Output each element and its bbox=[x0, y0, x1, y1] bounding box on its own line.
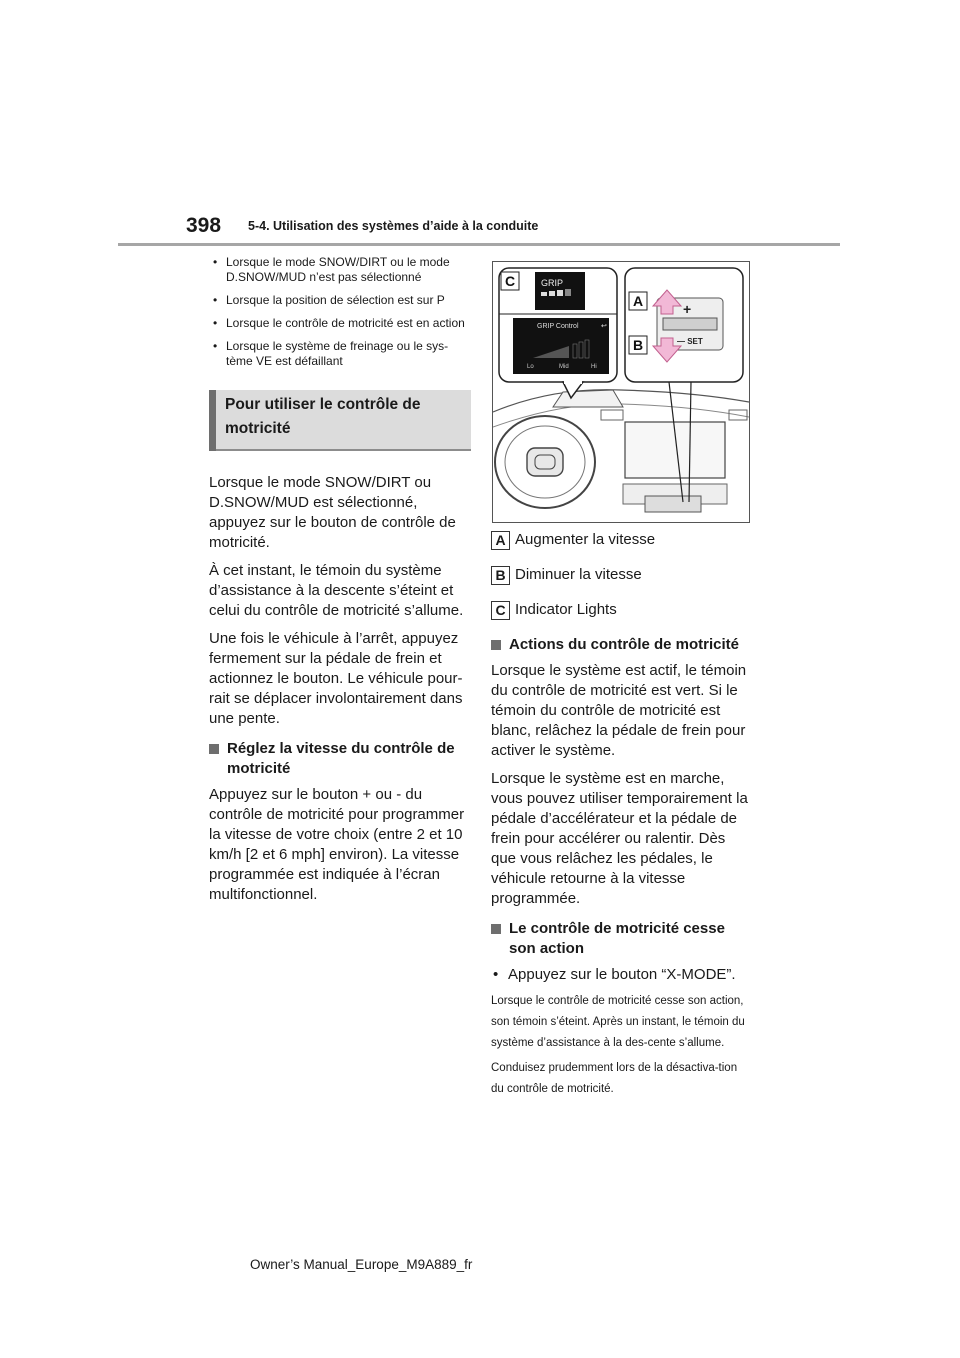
set-label: — SET bbox=[677, 337, 703, 346]
left-column bbox=[209, 255, 471, 913]
list-item: • Lorsque le mode SNOW/DIRT ou le mode D.SNOW/MUD n’est pas sélectionné bbox=[209, 255, 471, 285]
grip-label: GRIP bbox=[541, 278, 564, 288]
section-heading: Pour utiliser le contrôle de motricité bbox=[209, 390, 471, 451]
paragraph: Appuyez sur le bouton + ou - du contrôle de motricité pour programmer la vitesse de votre choix (entre 2 et 10 km/h [2 et 6 mph] environ). La vitesse programmée est indiquée à l’écran multifonctionnel. bbox=[209, 786, 465, 903]
legend-item bbox=[491, 600, 753, 620]
steering-hub bbox=[527, 448, 563, 476]
subheading: Actions du contrôle de motricité bbox=[491, 635, 753, 655]
legend-letter: A bbox=[491, 531, 510, 550]
scale-hi: Hi bbox=[591, 364, 597, 370]
scale-lo: Lo bbox=[527, 364, 534, 370]
legend-item bbox=[491, 530, 753, 550]
header-divider bbox=[118, 243, 840, 246]
paragraph: À cet instant, le témoin du système d’assistance à la descente s’éteint et celui du contrôle de motricité s’allume. bbox=[209, 562, 464, 619]
legend-letter: B bbox=[491, 566, 510, 585]
grip-bar bbox=[541, 292, 547, 296]
plus-label: + bbox=[683, 301, 692, 317]
legend-text: Diminuer la vitesse bbox=[515, 566, 642, 583]
legend-letter: C bbox=[491, 601, 510, 620]
label-c: C bbox=[504, 273, 516, 289]
list-item: • Lorsque la position de sélection est sur P bbox=[209, 293, 471, 308]
paragraph: Une fois le véhicule à l’arrêt, appuyez fermement sur la pédale de frein et actionnez le bouton. Le véhicule pour-rait se déplacer involontairement dans une pente. bbox=[209, 630, 463, 727]
legend-item bbox=[491, 565, 753, 585]
meter-cluster bbox=[553, 390, 623, 407]
air-vent bbox=[601, 410, 623, 420]
grip-bar bbox=[565, 289, 571, 296]
paragraph: Lorsque le mode SNOW/DIRT ou D.SNOW/MUD est sélectionné, appuyez sur le bouton de contrôle de motricité. bbox=[209, 474, 456, 551]
right-column bbox=[491, 530, 753, 1104]
dashboard-svg bbox=[493, 262, 749, 522]
paragraph: Lorsque le système est en marche, vous pouvez utiliser temporairement la pédale d’accélérateur et la pédale de frein pour accélérer ou ralentir. Dès que vous relâchez les pédales, le véhicule retourne à la vitesse programmée. bbox=[491, 770, 748, 907]
footer-text: Owner’s Manual_Europe_M9A889_fr bbox=[250, 1257, 473, 1272]
list-item: • Lorsque le contrôle de motricité est en action bbox=[209, 316, 471, 331]
switch-panel bbox=[645, 496, 701, 512]
dash-outline bbox=[493, 390, 749, 412]
grip-bar bbox=[549, 291, 555, 296]
scale-mid: Mid bbox=[559, 364, 569, 370]
switch-rocker bbox=[663, 318, 717, 330]
callout-c-pointer-mask bbox=[564, 380, 582, 384]
list-item: • Appuyez sur le bouton “X-MODE”. bbox=[491, 965, 753, 985]
page-number: 398 bbox=[186, 214, 222, 237]
legend-text: Augmenter la vitesse bbox=[515, 531, 656, 548]
note: Lorsque le contrôle de motricité cesse son action, son témoin s’éteint. Après un instant, le témoin du système d’assistance à la des-cente s’allume. bbox=[491, 995, 745, 1049]
paragraph: Lorsque le système est actif, le témoin du contrôle de motricité est vert. Si le témoin du contrôle de motricité est blanc, relâchez la pédale de frein pour activer le système. bbox=[491, 662, 747, 759]
conditions-list bbox=[209, 255, 471, 369]
dashboard-illustration bbox=[492, 261, 750, 523]
label-a: A bbox=[632, 293, 644, 309]
subheading: Le contrôle de motricité cesse son action bbox=[491, 919, 753, 959]
label-b: B bbox=[632, 337, 644, 353]
legend-text: Indicator Lights bbox=[515, 601, 617, 618]
list-item: • Lorsque le système de freinage ou le sys-tème VE est défaillant bbox=[209, 339, 471, 369]
return-icon: ↩ bbox=[601, 323, 607, 330]
grip-control-label: GRIP Control bbox=[537, 323, 579, 330]
section-title: 5-4. Utilisation des systèmes d’aide à la conduite bbox=[248, 219, 539, 233]
note: Conduisez prudemment lors de la désactiva-tion du contrôle de motricité. bbox=[491, 1062, 738, 1095]
grip-bar bbox=[557, 290, 563, 296]
subheading: Réglez la vitesse du contrôle de motricité bbox=[209, 739, 471, 779]
